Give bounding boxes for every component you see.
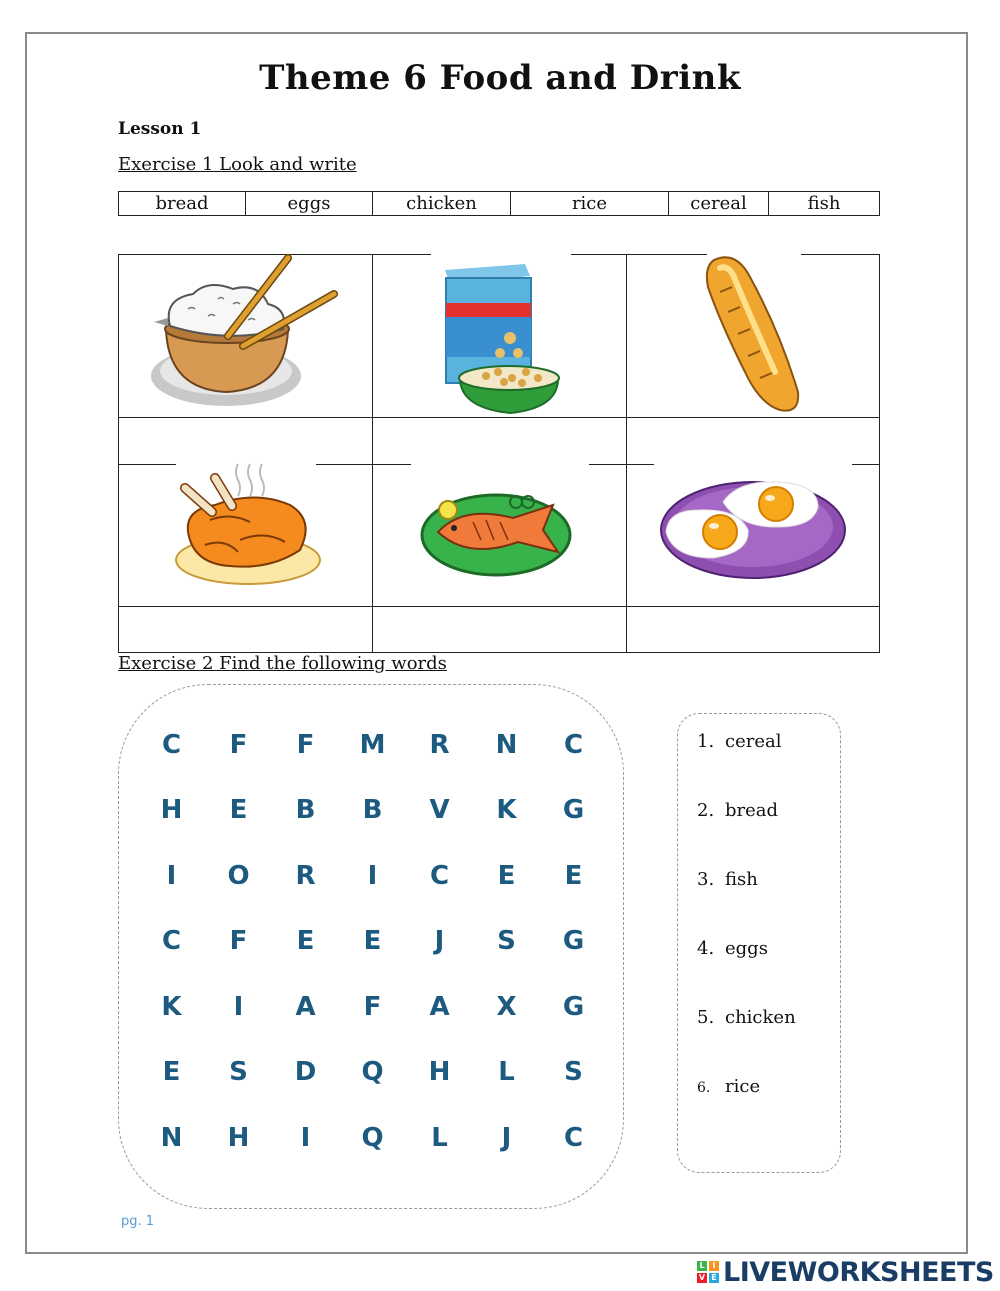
answer-field-6[interactable] (626, 606, 879, 652)
page-title: Theme 6 Food and Drink (259, 58, 741, 98)
grid-row (138, 712, 608, 778)
rice-bowl-icon (148, 254, 343, 412)
grid-letter[interactable]: L (431, 1122, 448, 1153)
grid-row (138, 843, 608, 909)
grid-letter[interactable]: O (227, 860, 250, 891)
fried-eggs-icon (658, 472, 848, 582)
lesson-label: Lesson 1 (118, 119, 202, 139)
fish-plate-icon (418, 480, 578, 580)
grid-letter[interactable]: I (233, 991, 244, 1022)
grid-letter[interactable]: N (160, 1122, 183, 1153)
grid-letter[interactable]: I (300, 1122, 311, 1153)
word-number: 4. (697, 938, 715, 959)
grid-letter[interactable]: K (161, 991, 182, 1022)
answer-field-5[interactable] (372, 606, 625, 652)
word-text: fish (725, 869, 758, 890)
grid-letter[interactable]: E (229, 795, 248, 826)
grid-letter[interactable]: Q (361, 1122, 384, 1153)
word-text: rice (725, 1076, 761, 1097)
grid-letter[interactable]: E (296, 926, 315, 957)
grid-letter[interactable]: D (294, 1057, 317, 1088)
grid-letter[interactable]: A (429, 991, 450, 1022)
grid-letter[interactable]: G (562, 991, 585, 1022)
grid-letter[interactable]: H (428, 1057, 451, 1088)
grid-letter[interactable]: E (564, 860, 583, 891)
word-search-grid (138, 712, 608, 1171)
word-text: cereal (725, 731, 782, 752)
grid-letter[interactable]: E (162, 1057, 181, 1088)
grid-letter[interactable]: J (434, 926, 445, 957)
grid-letter[interactable]: J (501, 1122, 512, 1153)
word-number: 2. (697, 800, 715, 821)
grid-row (138, 1105, 608, 1171)
exercise-1-title: Exercise 1 Look and write (118, 154, 357, 175)
logo-mark-icon: L I V E (697, 1261, 719, 1283)
answer-field-1[interactable] (118, 417, 371, 463)
word-text: bread (725, 800, 779, 821)
word-bank-item: chicken (373, 192, 511, 215)
cereal-icon (430, 258, 570, 416)
grid-letter[interactable]: C (161, 729, 182, 760)
grid-letter[interactable]: R (429, 729, 450, 760)
grid-letter[interactable]: C (161, 926, 182, 957)
word-bank-item: eggs (246, 192, 373, 215)
answer-field-3[interactable] (626, 417, 879, 463)
grid-letter[interactable]: F (229, 926, 248, 957)
grid-letter[interactable]: F (296, 729, 315, 760)
grid-letter[interactable]: G (562, 926, 585, 957)
grid-letter[interactable]: E (363, 926, 382, 957)
word-bank-item: cereal (669, 192, 769, 215)
word-bank (118, 191, 880, 216)
grid-letter[interactable]: N (495, 729, 518, 760)
word-list-item (697, 869, 758, 890)
word-list-item (697, 1076, 760, 1097)
logo-text: LIVEWORKSHEETS (723, 1256, 994, 1288)
grid-letter[interactable]: C (429, 860, 450, 891)
word-number: 1. (697, 731, 715, 752)
answer-field-4[interactable] (118, 606, 371, 652)
grid-row (138, 974, 608, 1040)
grid-letter[interactable]: M (359, 729, 386, 760)
grid-letter[interactable]: B (295, 795, 316, 826)
grid-row (138, 778, 608, 844)
grid-letter[interactable]: H (160, 795, 183, 826)
grid-letter[interactable]: F (363, 991, 382, 1022)
grid-letter[interactable]: K (496, 795, 517, 826)
bread-icon (700, 252, 805, 414)
exercise-2-title: Exercise 2 Find the following words (118, 653, 447, 674)
word-number: 3. (697, 869, 715, 890)
grid-row (138, 909, 608, 975)
word-list-item (697, 1007, 796, 1028)
word-bank-item: bread (119, 192, 246, 215)
answer-field-2[interactable] (372, 417, 625, 463)
word-bank-item: fish (807, 193, 841, 214)
word-list-item (697, 938, 768, 959)
liveworksheets-logo[interactable] (697, 1256, 994, 1288)
grid-letter[interactable]: S (497, 926, 516, 957)
grid-letter[interactable]: A (295, 991, 316, 1022)
grid-letter[interactable]: B (362, 795, 383, 826)
grid-letter[interactable]: L (498, 1057, 515, 1088)
grid-letter[interactable]: G (562, 795, 585, 826)
grid-letter[interactable]: E (497, 860, 516, 891)
grid-letter[interactable]: F (229, 729, 248, 760)
grid-letter[interactable]: I (166, 860, 177, 891)
word-list-item (697, 800, 778, 821)
word-text: chicken (725, 1007, 796, 1028)
grid-letter[interactable]: H (227, 1122, 250, 1153)
grid-letter[interactable]: C (563, 729, 584, 760)
word-text: eggs (725, 938, 768, 959)
grid-row (138, 1040, 608, 1106)
word-number: 6. (697, 1080, 711, 1096)
grid-letter[interactable]: X (496, 991, 517, 1022)
word-list-item (697, 731, 781, 752)
grid-letter[interactable]: R (295, 860, 316, 891)
page-number: pg. 1 (121, 1214, 155, 1229)
word-number: 5. (697, 1007, 715, 1028)
word-bank-item: rice (511, 192, 669, 215)
grid-letter[interactable]: C (563, 1122, 584, 1153)
roast-chicken-icon (170, 460, 330, 590)
grid-letter[interactable]: Q (361, 1057, 384, 1088)
grid-letter[interactable]: S (229, 1057, 248, 1088)
grid-letter[interactable]: I (367, 860, 378, 891)
grid-letter[interactable]: V (429, 795, 450, 826)
grid-letter[interactable]: S (564, 1057, 583, 1088)
